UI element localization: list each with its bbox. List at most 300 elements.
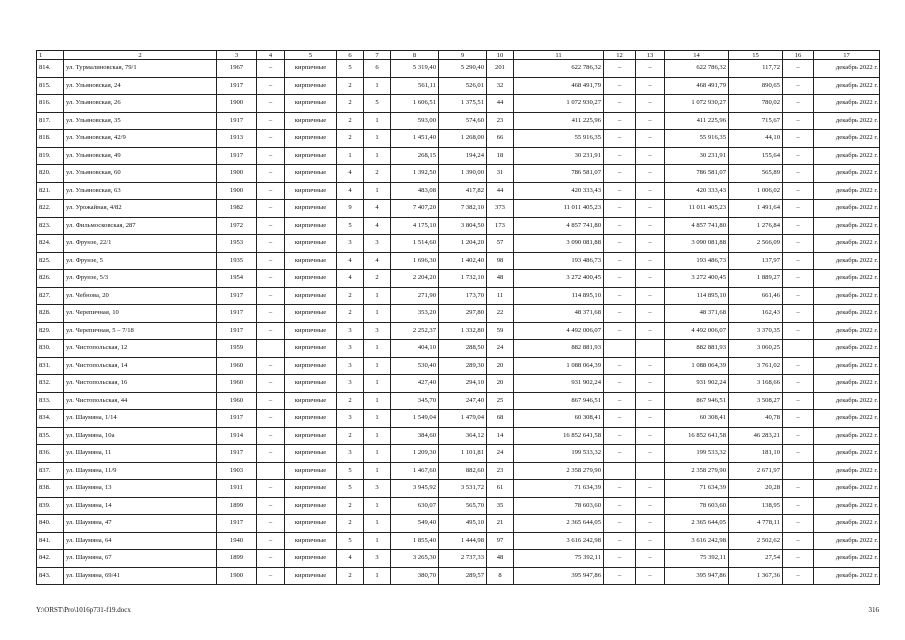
wall-material-cell: кирпичные xyxy=(285,322,337,340)
col-16-cell xyxy=(783,462,814,480)
residents-cell: 57 xyxy=(487,235,514,253)
planned-date-cell: декабрь 2022 г. xyxy=(814,165,880,183)
table-row xyxy=(37,532,880,550)
column-header-2: 2 xyxy=(64,51,217,60)
floors-cell: 9 xyxy=(337,200,364,218)
column-header-8: 8 xyxy=(391,51,439,60)
entrances-cell: 4 xyxy=(364,217,391,235)
residents-cell: 8 xyxy=(487,567,514,585)
cost-per-sqm-cell: 3 508,27 xyxy=(729,392,783,410)
floors-cell: 3 xyxy=(337,445,364,463)
cost-col-13-cell: – xyxy=(636,95,665,113)
cost-per-sqm-cell: 1 276,84 xyxy=(729,217,783,235)
wall-material-cell: кирпичные xyxy=(285,77,337,95)
residents-cell: 44 xyxy=(487,182,514,200)
entrances-cell: 5 xyxy=(364,95,391,113)
living-area-cell: 247,40 xyxy=(439,392,487,410)
cost-col-12-cell: – xyxy=(604,217,636,235)
row-number-cell: 824. xyxy=(37,235,64,253)
wall-material-cell: кирпичные xyxy=(285,147,337,165)
table-row xyxy=(37,130,880,148)
address-cell: ул. Чистопольская, 16 xyxy=(64,375,217,393)
year-built-cell: 1935 xyxy=(217,252,257,270)
col-16-cell: – xyxy=(783,147,814,165)
address-cell: ул. Шаумяна, 1/14 xyxy=(64,410,217,428)
year-built-cell: 1917 xyxy=(217,515,257,533)
cost-col-13-cell: – xyxy=(636,182,665,200)
total-cost-cell: 199 533,32 xyxy=(514,445,604,463)
total-cost-cell: 30 231,91 xyxy=(514,147,604,165)
cost-per-sqm-cell: 40,78 xyxy=(729,410,783,428)
row-number-cell: 831. xyxy=(37,357,64,375)
total-area-cell: 1 209,30 xyxy=(391,445,439,463)
cost-col-14-cell: 395 947,86 xyxy=(665,567,729,585)
total-cost-cell: 622 786,32 xyxy=(514,60,604,78)
floors-cell: 4 xyxy=(337,550,364,568)
col-16-cell: – xyxy=(783,497,814,515)
table-row xyxy=(37,287,880,305)
row-number-cell: 823. xyxy=(37,217,64,235)
living-area-cell: 1 732,10 xyxy=(439,270,487,288)
total-cost-cell: 75 392,11 xyxy=(514,550,604,568)
wall-material-cell: кирпичные xyxy=(285,287,337,305)
living-area-cell: 288,50 xyxy=(439,340,487,358)
col-16-cell xyxy=(783,340,814,358)
planned-date-cell: декабрь 2022 г. xyxy=(814,287,880,305)
living-area-cell: 495,10 xyxy=(439,515,487,533)
total-cost-cell: 3 090 081,88 xyxy=(514,235,604,253)
total-area-cell: 549,40 xyxy=(391,515,439,533)
floors-cell: 2 xyxy=(337,515,364,533)
year-reconstructed-cell: – xyxy=(257,60,285,78)
floors-cell: 4 xyxy=(337,252,364,270)
living-area-cell: 294,10 xyxy=(439,375,487,393)
total-cost-cell: 786 581,07 xyxy=(514,165,604,183)
planned-date-cell: декабрь 2022 г. xyxy=(814,392,880,410)
cost-col-12-cell: – xyxy=(604,567,636,585)
wall-material-cell: кирпичные xyxy=(285,165,337,183)
total-cost-cell: 468 491,79 xyxy=(514,77,604,95)
wall-material-cell: кирпичные xyxy=(285,235,337,253)
residents-cell: 31 xyxy=(487,165,514,183)
total-cost-cell: 60 308,41 xyxy=(514,410,604,428)
column-header-13: 13 xyxy=(636,51,665,60)
cost-col-13-cell: – xyxy=(636,357,665,375)
cost-col-13-cell: – xyxy=(636,287,665,305)
address-cell: ул. Ульяновская, 26 xyxy=(64,95,217,113)
residents-cell: 66 xyxy=(487,130,514,148)
table-row xyxy=(37,200,880,218)
address-cell: ул. Фрунзе, 5 xyxy=(64,252,217,270)
year-built-cell: 1899 xyxy=(217,550,257,568)
address-cell: ул. Турмалиновская, 79/1 xyxy=(64,60,217,78)
cost-per-sqm-cell: 565,89 xyxy=(729,165,783,183)
year-built-cell: 1917 xyxy=(217,287,257,305)
wall-material-cell: кирпичные xyxy=(285,532,337,550)
entrances-cell: 1 xyxy=(364,410,391,428)
cost-col-12-cell: – xyxy=(604,532,636,550)
column-header-15: 15 xyxy=(729,51,783,60)
cost-col-12-cell: – xyxy=(604,147,636,165)
year-built-cell: 1899 xyxy=(217,497,257,515)
table-row xyxy=(37,357,880,375)
address-cell: ул. Шаумяна, 13 xyxy=(64,480,217,498)
cost-per-sqm-cell: 3 370,35 xyxy=(729,322,783,340)
floors-cell: 1 xyxy=(337,147,364,165)
cost-col-14-cell: 4 857 741,80 xyxy=(665,217,729,235)
cost-col-12-cell: – xyxy=(604,375,636,393)
wall-material-cell: кирпичные xyxy=(285,357,337,375)
cost-col-13-cell: – xyxy=(636,532,665,550)
table-row xyxy=(37,322,880,340)
planned-date-cell: декабрь 2022 г. xyxy=(814,252,880,270)
col-16-cell: – xyxy=(783,270,814,288)
wall-material-cell: кирпичные xyxy=(285,497,337,515)
wall-material-cell: кирпичные xyxy=(285,217,337,235)
cost-per-sqm-cell: 2 502,62 xyxy=(729,532,783,550)
row-number-cell: 827. xyxy=(37,287,64,305)
living-area-cell: 1 402,40 xyxy=(439,252,487,270)
entrances-cell: 4 xyxy=(364,252,391,270)
cost-col-13-cell: – xyxy=(636,217,665,235)
planned-date-cell: декабрь 2022 г. xyxy=(814,130,880,148)
wall-material-cell: кирпичные xyxy=(285,515,337,533)
table-row xyxy=(37,77,880,95)
header-row xyxy=(37,51,880,60)
planned-date-cell: декабрь 2022 г. xyxy=(814,112,880,130)
row-number-cell: 837. xyxy=(37,462,64,480)
floors-cell: 3 xyxy=(337,357,364,375)
total-cost-cell: 78 603,60 xyxy=(514,497,604,515)
residents-cell: 11 xyxy=(487,287,514,305)
cost-col-13-cell: – xyxy=(636,252,665,270)
col-16-cell: – xyxy=(783,60,814,78)
cost-col-14-cell: 786 581,07 xyxy=(665,165,729,183)
table-row xyxy=(37,270,880,288)
cost-col-12-cell: – xyxy=(604,270,636,288)
floors-cell: 4 xyxy=(337,165,364,183)
residents-cell: 48 xyxy=(487,550,514,568)
wall-material-cell: кирпичные xyxy=(285,305,337,323)
year-built-cell: 1917 xyxy=(217,445,257,463)
column-header-1: 1 xyxy=(37,51,64,60)
living-area-cell: 364,12 xyxy=(439,427,487,445)
wall-material-cell: кирпичные xyxy=(285,95,337,113)
floors-cell: 2 xyxy=(337,287,364,305)
residents-cell: 18 xyxy=(487,147,514,165)
address-cell: ул. Чистопольская, 14 xyxy=(64,357,217,375)
cost-col-12-cell: – xyxy=(604,60,636,78)
table-row xyxy=(37,550,880,568)
address-cell: ул. Ульяновская, 49 xyxy=(64,147,217,165)
living-area-cell: 5 290,40 xyxy=(439,60,487,78)
residents-cell: 22 xyxy=(487,305,514,323)
floors-cell: 3 xyxy=(337,375,364,393)
column-header-12: 12 xyxy=(604,51,636,60)
residents-cell: 24 xyxy=(487,340,514,358)
total-area-cell: 2 204,20 xyxy=(391,270,439,288)
col-16-cell: – xyxy=(783,77,814,95)
living-area-cell: 1 204,20 xyxy=(439,235,487,253)
row-number-cell: 826. xyxy=(37,270,64,288)
cost-col-13-cell: – xyxy=(636,375,665,393)
entrances-cell: 3 xyxy=(364,322,391,340)
entrances-cell: 6 xyxy=(364,60,391,78)
footer-file-path: Y:\ORST\Pro\1016p731-f19.docx xyxy=(36,606,131,614)
floors-cell: 5 xyxy=(337,60,364,78)
living-area-cell: 1 268,00 xyxy=(439,130,487,148)
cost-col-14-cell: 468 491,79 xyxy=(665,77,729,95)
residents-cell: 35 xyxy=(487,497,514,515)
column-header-11: 11 xyxy=(514,51,604,60)
floors-cell: 2 xyxy=(337,427,364,445)
residents-cell: 61 xyxy=(487,480,514,498)
table-row xyxy=(37,165,880,183)
column-header-10: 10 xyxy=(487,51,514,60)
address-cell: ул. Ульяновская, 63 xyxy=(64,182,217,200)
row-number-cell: 832. xyxy=(37,375,64,393)
entrances-cell: 1 xyxy=(364,182,391,200)
cost-col-14-cell: 30 231,91 xyxy=(665,147,729,165)
residents-cell: 32 xyxy=(487,77,514,95)
address-cell: ул. Ульяновская, 60 xyxy=(64,165,217,183)
residents-cell: 25 xyxy=(487,392,514,410)
col-16-cell: – xyxy=(783,200,814,218)
total-area-cell: 1 606,51 xyxy=(391,95,439,113)
floors-cell: 2 xyxy=(337,305,364,323)
cost-col-12-cell: – xyxy=(604,550,636,568)
cost-per-sqm-cell: 1 006,02 xyxy=(729,182,783,200)
address-cell: ул. Чистопольская, 44 xyxy=(64,392,217,410)
year-built-cell: 1917 xyxy=(217,77,257,95)
cost-col-12-cell: – xyxy=(604,112,636,130)
floors-cell: 3 xyxy=(337,235,364,253)
total-area-cell: 593,00 xyxy=(391,112,439,130)
living-area-cell: 417,82 xyxy=(439,182,487,200)
residents-cell: 97 xyxy=(487,532,514,550)
total-cost-cell: 931 902,24 xyxy=(514,375,604,393)
floors-cell: 3 xyxy=(337,340,364,358)
cost-col-12-cell: – xyxy=(604,392,636,410)
planned-date-cell: декабрь 2022 г. xyxy=(814,95,880,113)
floors-cell: 4 xyxy=(337,182,364,200)
planned-date-cell: декабрь 2022 г. xyxy=(814,375,880,393)
floors-cell: 2 xyxy=(337,497,364,515)
row-number-cell: 814. xyxy=(37,60,64,78)
floors-cell: 5 xyxy=(337,217,364,235)
year-built-cell: 1900 xyxy=(217,182,257,200)
address-cell: ул. Шаумяна, 10а xyxy=(64,427,217,445)
residents-cell: 14 xyxy=(487,427,514,445)
living-area-cell: 1 479,04 xyxy=(439,410,487,428)
total-cost-cell: 1 088 064,39 xyxy=(514,357,604,375)
cost-col-13-cell: – xyxy=(636,112,665,130)
address-cell: ул. Черепичная, 5 – 7/18 xyxy=(64,322,217,340)
table-row xyxy=(37,235,880,253)
cost-col-14-cell: 622 786,32 xyxy=(665,60,729,78)
col-16-cell: – xyxy=(783,305,814,323)
residents-cell: 20 xyxy=(487,375,514,393)
address-cell: ул. Шаумяна, 64 xyxy=(64,532,217,550)
living-area-cell: 1 101,81 xyxy=(439,445,487,463)
entrances-cell: 1 xyxy=(364,515,391,533)
residents-cell: 21 xyxy=(487,515,514,533)
column-header-17: 17 xyxy=(814,51,880,60)
cost-col-14-cell: 4 492 006,07 xyxy=(665,322,729,340)
entrances-cell: 3 xyxy=(364,235,391,253)
table-row xyxy=(37,497,880,515)
living-area-cell: 1 390,00 xyxy=(439,165,487,183)
cost-per-sqm-cell: 27,54 xyxy=(729,550,783,568)
cost-col-13-cell: – xyxy=(636,445,665,463)
col-16-cell: – xyxy=(783,375,814,393)
cost-col-14-cell: 78 603,60 xyxy=(665,497,729,515)
cost-col-14-cell: 882 881,93 xyxy=(665,340,729,358)
year-built-cell: 1959 xyxy=(217,340,257,358)
row-number-cell: 835. xyxy=(37,427,64,445)
entrances-cell: 1 xyxy=(364,305,391,323)
cost-col-13-cell: – xyxy=(636,270,665,288)
year-reconstructed-cell xyxy=(257,462,285,480)
residents-cell: 98 xyxy=(487,252,514,270)
cost-col-13-cell: – xyxy=(636,305,665,323)
col-16-cell: – xyxy=(783,410,814,428)
wall-material-cell: кирпичные xyxy=(285,462,337,480)
wall-material-cell: кирпичные xyxy=(285,567,337,585)
row-number-cell: 818. xyxy=(37,130,64,148)
column-header-3: 3 xyxy=(217,51,257,60)
year-reconstructed-cell: – xyxy=(257,515,285,533)
wall-material-cell: кирпичные xyxy=(285,410,337,428)
total-area-cell: 483,08 xyxy=(391,182,439,200)
row-number-cell: 825. xyxy=(37,252,64,270)
address-cell: ул. Урожайная, 4/82 xyxy=(64,200,217,218)
col-16-cell: – xyxy=(783,357,814,375)
cost-col-13-cell: – xyxy=(636,165,665,183)
living-area-cell: 3 804,50 xyxy=(439,217,487,235)
year-built-cell: 1900 xyxy=(217,567,257,585)
cost-per-sqm-cell: 4 778,11 xyxy=(729,515,783,533)
year-reconstructed-cell: – xyxy=(257,305,285,323)
row-number-cell: 843. xyxy=(37,567,64,585)
col-16-cell: – xyxy=(783,532,814,550)
total-cost-cell: 16 852 641,58 xyxy=(514,427,604,445)
row-number-cell: 841. xyxy=(37,532,64,550)
cost-col-12-cell xyxy=(604,462,636,480)
col-16-cell: – xyxy=(783,165,814,183)
column-header-5: 5 xyxy=(285,51,337,60)
col-16-cell: – xyxy=(783,427,814,445)
cost-col-13-cell: – xyxy=(636,77,665,95)
cost-col-12-cell: – xyxy=(604,235,636,253)
table-row xyxy=(37,340,880,358)
year-reconstructed-cell: – xyxy=(257,480,285,498)
cost-col-12-cell: – xyxy=(604,95,636,113)
row-number-cell: 830. xyxy=(37,340,64,358)
residents-cell: 44 xyxy=(487,95,514,113)
total-cost-cell: 55 916,35 xyxy=(514,130,604,148)
row-number-cell: 838. xyxy=(37,480,64,498)
year-built-cell: 1940 xyxy=(217,532,257,550)
address-cell: ул. Шаумяна, 69/41 xyxy=(64,567,217,585)
table-row xyxy=(37,112,880,130)
cost-col-12-cell: – xyxy=(604,497,636,515)
year-built-cell: 1960 xyxy=(217,357,257,375)
planned-date-cell: декабрь 2022 г. xyxy=(814,445,880,463)
col-16-cell: – xyxy=(783,567,814,585)
wall-material-cell: кирпичные xyxy=(285,340,337,358)
cost-per-sqm-cell: 117,72 xyxy=(729,60,783,78)
year-built-cell: 1900 xyxy=(217,165,257,183)
address-cell: ул. Шаумяна, 11/9 xyxy=(64,462,217,480)
address-cell: ул. Ульяновская, 24 xyxy=(64,77,217,95)
living-area-cell: 574,60 xyxy=(439,112,487,130)
cost-col-12-cell xyxy=(604,340,636,358)
address-cell: ул. Ульяновская, 42/9 xyxy=(64,130,217,148)
cost-col-14-cell: 2 365 644,05 xyxy=(665,515,729,533)
floors-cell: 2 xyxy=(337,77,364,95)
cost-col-14-cell: 55 916,35 xyxy=(665,130,729,148)
cost-per-sqm-cell: 3 168,66 xyxy=(729,375,783,393)
wall-material-cell: кирпичные xyxy=(285,182,337,200)
cost-col-13-cell: – xyxy=(636,410,665,428)
total-cost-cell: 114 895,10 xyxy=(514,287,604,305)
cost-col-12-cell: – xyxy=(604,515,636,533)
row-number-cell: 828. xyxy=(37,305,64,323)
cost-per-sqm-cell: 890,65 xyxy=(729,77,783,95)
year-reconstructed-cell: – xyxy=(257,165,285,183)
cost-col-14-cell: 48 371,68 xyxy=(665,305,729,323)
floors-cell: 2 xyxy=(337,112,364,130)
year-built-cell: 1972 xyxy=(217,217,257,235)
cost-col-12-cell: – xyxy=(604,427,636,445)
cost-col-14-cell: 60 308,41 xyxy=(665,410,729,428)
total-cost-cell: 882 881,93 xyxy=(514,340,604,358)
row-number-cell: 822. xyxy=(37,200,64,218)
cost-col-14-cell: 71 634,39 xyxy=(665,480,729,498)
year-built-cell: 1960 xyxy=(217,375,257,393)
wall-material-cell: кирпичные xyxy=(285,270,337,288)
year-reconstructed-cell: – xyxy=(257,182,285,200)
residents-cell: 201 xyxy=(487,60,514,78)
total-area-cell: 404,10 xyxy=(391,340,439,358)
floors-cell: 2 xyxy=(337,130,364,148)
floors-cell: 3 xyxy=(337,322,364,340)
total-area-cell: 353,20 xyxy=(391,305,439,323)
total-area-cell: 345,70 xyxy=(391,392,439,410)
entrances-cell: 1 xyxy=(364,427,391,445)
total-area-cell: 2 252,37 xyxy=(391,322,439,340)
living-area-cell: 289,57 xyxy=(439,567,487,585)
year-built-cell: 1982 xyxy=(217,200,257,218)
entrances-cell: 1 xyxy=(364,130,391,148)
entrances-cell: 3 xyxy=(364,550,391,568)
residents-cell: 68 xyxy=(487,410,514,428)
cost-per-sqm-cell: 155,64 xyxy=(729,147,783,165)
table-row xyxy=(37,217,880,235)
planned-date-cell: декабрь 2022 г. xyxy=(814,532,880,550)
total-area-cell: 5 319,40 xyxy=(391,60,439,78)
cost-per-sqm-cell: 1 491,64 xyxy=(729,200,783,218)
entrances-cell: 1 xyxy=(364,77,391,95)
cost-col-13-cell: – xyxy=(636,147,665,165)
entrances-cell: 1 xyxy=(364,287,391,305)
year-built-cell: 1960 xyxy=(217,392,257,410)
cost-col-14-cell: 3 090 081,88 xyxy=(665,235,729,253)
cost-col-13-cell: – xyxy=(636,427,665,445)
residents-cell: 48 xyxy=(487,270,514,288)
address-cell: ул. Фрунзе, 5/3 xyxy=(64,270,217,288)
